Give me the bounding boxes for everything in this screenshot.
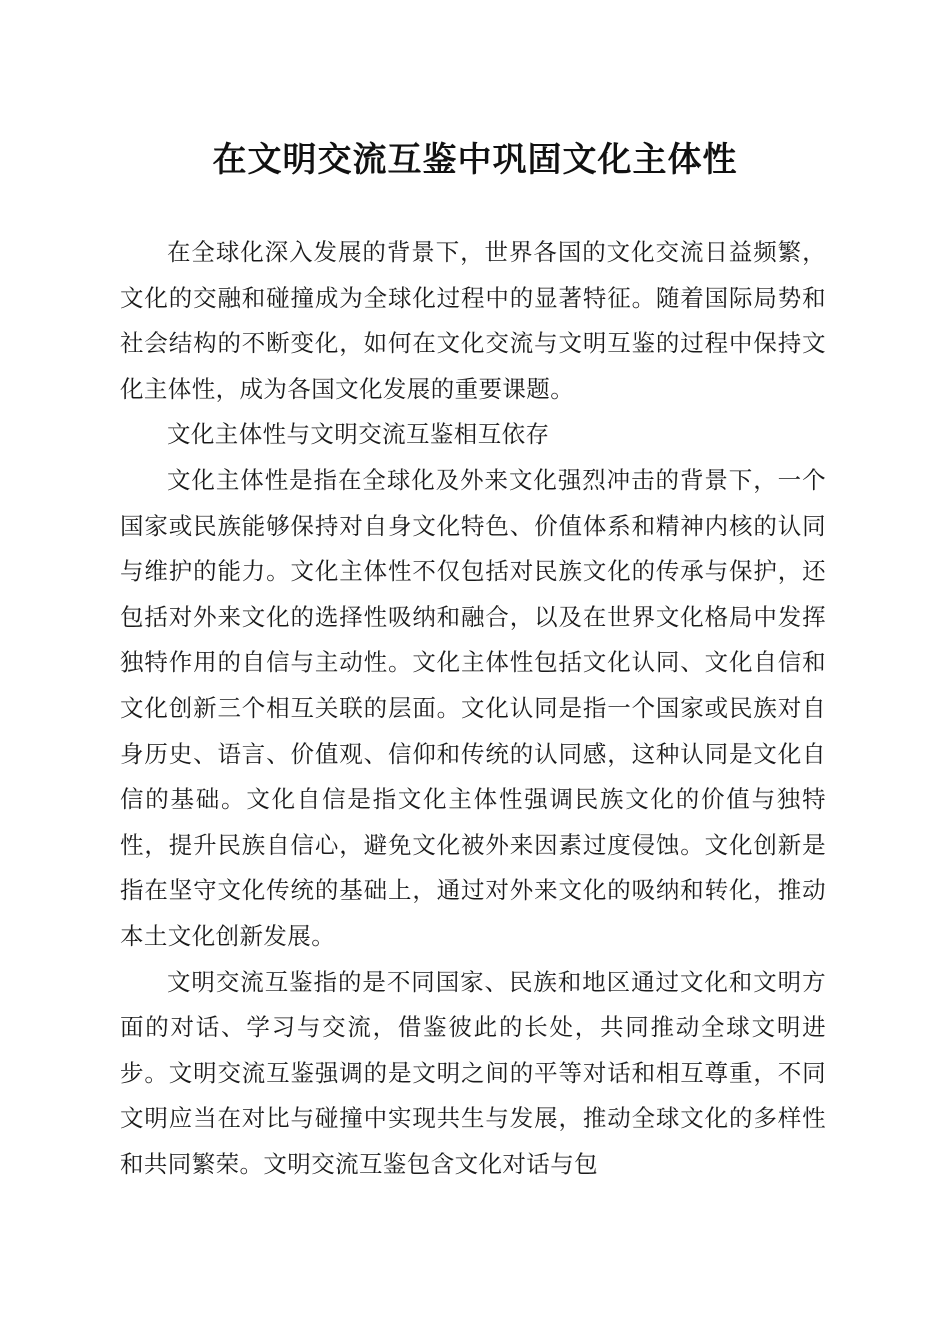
- paragraph-intro: 在全球化深入发展的背景下，世界各国的文化交流日益频繁，文化的交融和碰撞成为全球化过程中的显著特征。随着国际局势和社会结构的不断变化，如何在文化交流与文明互鉴的过程中保持文化主体性，成为各国文化发展的重要课题。: [120, 238, 826, 403]
- paragraph-civilization-exchange: 文明交流互鉴指的是不同国家、民族和地区通过文化和文明方面的对话、学习与交流，借鉴彼此的长处，共同推动全球文明进步。文明交流互鉴强调的是文明之间的平等对话和相互尊重，不同文明应当在对比与碰撞中实现共生与发展，推动全球文化的多样性和共同繁荣。文明交流互鉴包含文化对话与包: [120, 967, 826, 1178]
- document-body: [120, 230, 826, 1187]
- section-heading: 文化主体性与文明交流互鉴相互依存: [167, 420, 550, 449]
- paragraph-cultural-subjectivity: 文化主体性是指在全球化及外来文化强烈冲击的背景下，一个国家或民族能够保持对自身文化特色、价值体系和精神内核的认同与维护的能力。文化主体性不仅包括对民族文化的传承与保护，还包括对外来文化的选择性吸纳和融合，以及在世界文化格局中发挥独特作用的自信与主动性。文化主体性包括文化认同、文化自信和文化创新三个相互关联的层面。文化认同是指一个国家或民族对自身历史、语言、价值观、信仰和传统的认同感，这种认同是文化自信的基础。文化自信是指文化主体性强调民族文化的价值与独特性，提升民族自信心，避免文化被外来因素过度侵蚀。文化创新是指在坚守文化传统的基础上，通过对外来文化的吸纳和转化，推动本土文化创新发展。: [120, 465, 826, 950]
- document-title: 在文明交流互鉴中巩固文化主体性: [212, 140, 738, 180]
